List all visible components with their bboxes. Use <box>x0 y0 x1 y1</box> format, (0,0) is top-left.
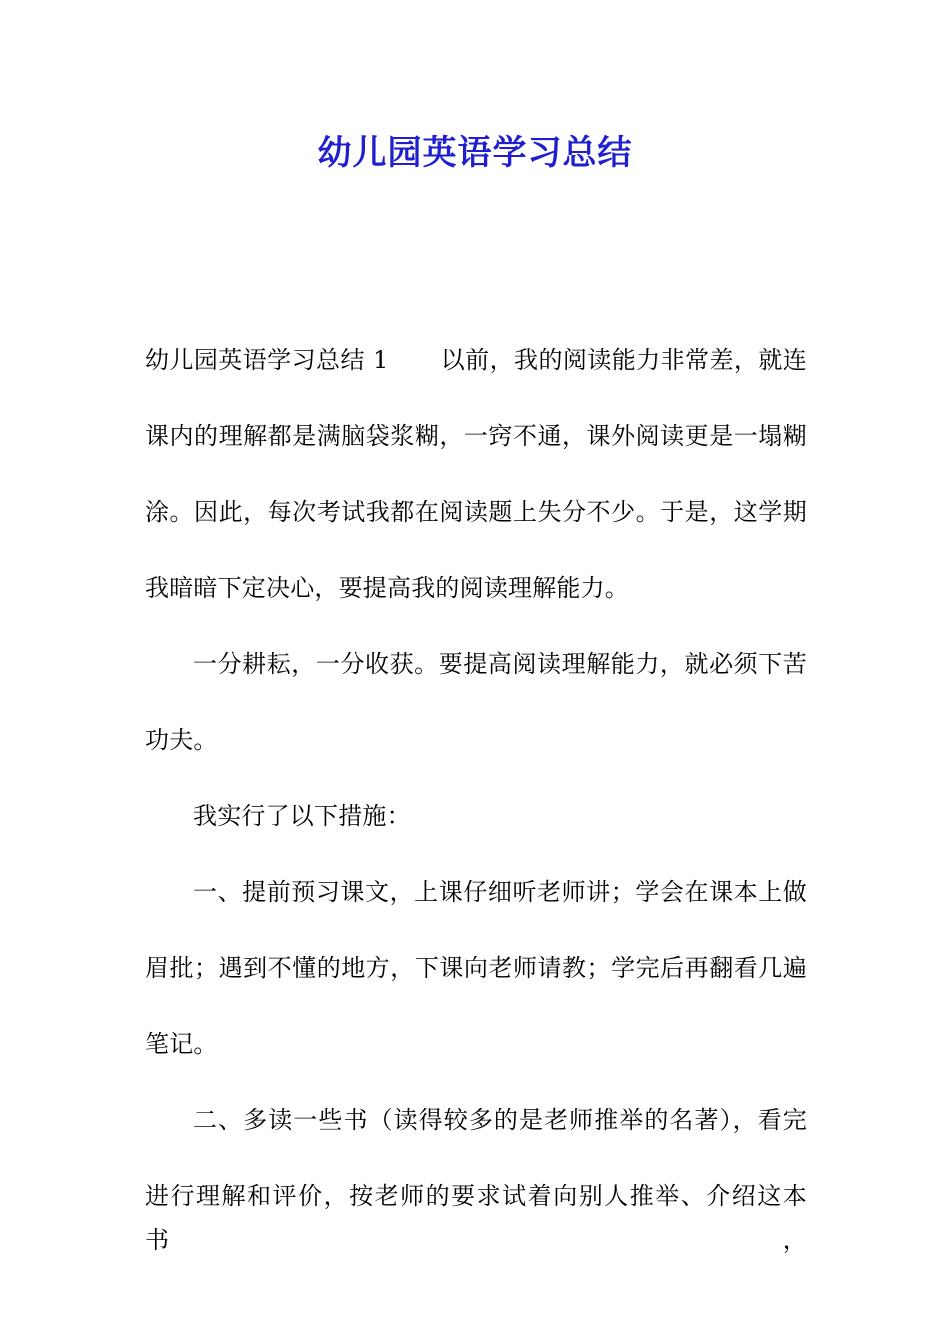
line-text: 以前，我的阅读能力非常差，就连 <box>440 346 808 374</box>
paragraph-line: 一分耕耘，一分收获。要提高阅读理解能力，就必须下苦 <box>193 650 807 678</box>
paragraph-line: 我实行了以下措施： <box>193 802 411 830</box>
section-heading: 幼儿园英语学习总结 1 <box>145 346 389 374</box>
document-body <box>145 338 808 1254</box>
paragraph-line: 笔记。 <box>145 1030 218 1058</box>
paragraph-line: 课内的理解都是满脑袋浆糊，一窍不通，课外阅读更是一塌糊 <box>145 422 807 450</box>
paragraph-line: 进行理解和评价，按老师的要求试着向别人推举、介绍这本书， <box>145 1182 807 1254</box>
paragraph-line: 功夫。 <box>145 726 218 754</box>
paragraph-line: 涂。因此，每次考试我都在阅读题上失分不少。于是，这学期 <box>145 498 807 526</box>
paragraph-line <box>145 338 807 414</box>
paragraph-line: 眉批；遇到不懂的地方，下课向老师请教；学完后再翻看几遍 <box>145 954 807 982</box>
paragraph-line: 二、多读一些书（读得较多的是老师推举的名著），看完 <box>193 1106 807 1134</box>
document-title: 幼儿园英语学习总结 <box>317 133 633 173</box>
paragraph-line: 我暗暗下定决心，要提高我的阅读理解能力。 <box>145 574 629 602</box>
paragraph-line: 一、提前预习课文，上课仔细听老师讲；学会在课本上做 <box>193 878 807 906</box>
